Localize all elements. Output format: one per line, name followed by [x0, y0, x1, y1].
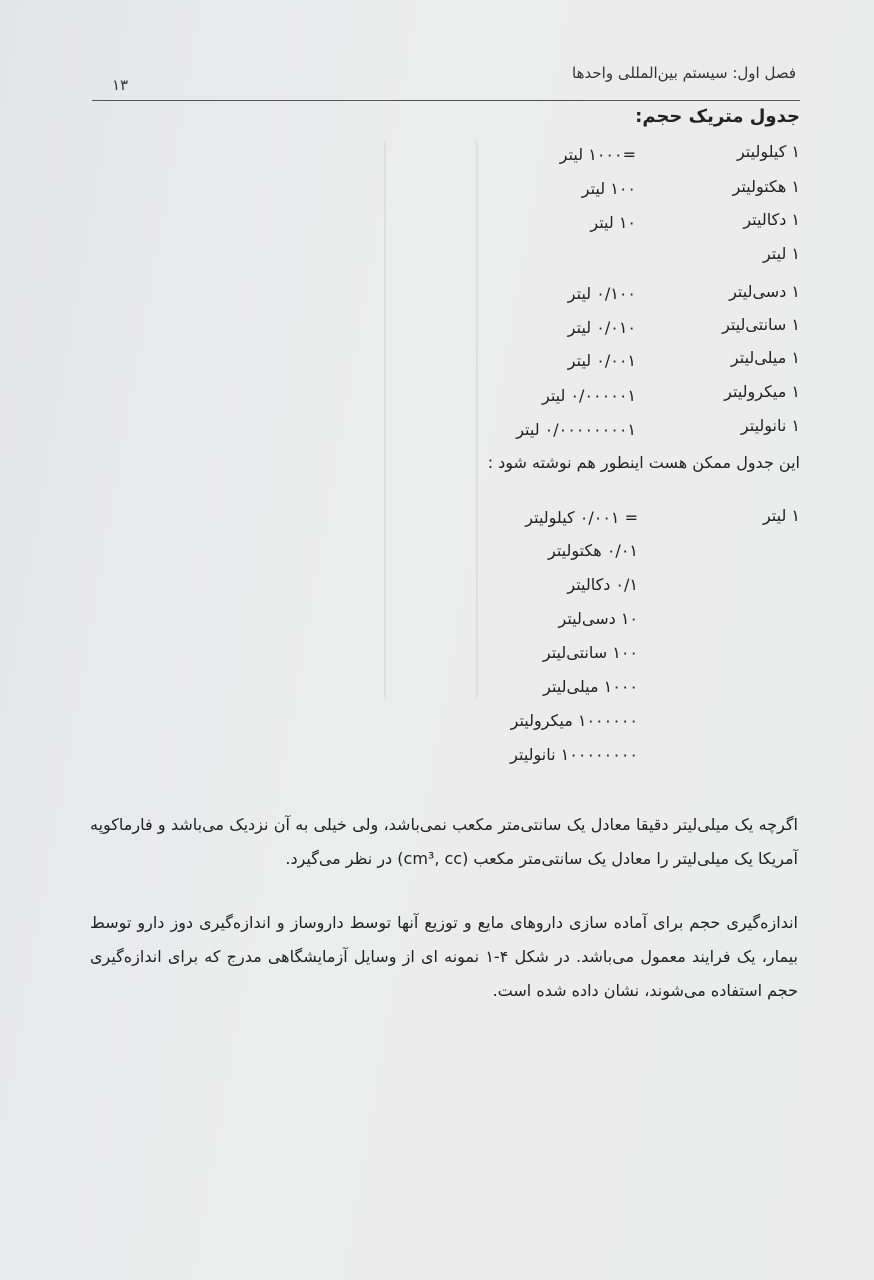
header-divider — [92, 100, 800, 101]
table-unit: ۱ نانولیتر — [740, 416, 800, 435]
conversion-row: ۱۰۰۰۰۰۰ میکرولیتر — [510, 711, 638, 730]
conversion-row: = ۰/۰۰۱ کیلولیتر — [525, 508, 638, 527]
paragraph-volume-measurement: اندازه‌گیری حجم برای آماده سازی داروهای مایع و توزیع آنها توسط داروساز و اندازه‌گیری دوز دارو توسط بیمار، یک فرایند معمول می‌باشد. در شکل ۴-۱ نمونه ای از وسایل آزمایشگاهی مدرج که برای اندازه‌گیری حجم استفاده می‌شوند، نشان داده شده است. — [90, 913, 798, 1000]
table-value: ۱۰ لیتر — [590, 213, 636, 232]
table-value: =۱۰۰۰ لیتر — [559, 145, 636, 164]
table-value: ۰/۰۱۰ لیتر — [567, 318, 636, 337]
table-unit: ۱ سانتی‌لیتر — [722, 315, 800, 334]
table-value: ۰/۰۰۱ لیتر — [567, 351, 636, 370]
page-number: ۱۳ — [112, 76, 129, 94]
table-unit: ۱ هکتولیتر — [732, 177, 800, 196]
section-title: جدول متریک حجم: — [635, 106, 800, 127]
conversion-row: ۱۰۰ سانتی‌لیتر — [542, 643, 638, 662]
table-unit: ۱ میکرولیتر — [724, 382, 800, 401]
conversion-row: ۱۰ دسی‌لیتر — [558, 609, 638, 628]
conversion-row: ۰/۰۱ هکتولیتر — [548, 541, 638, 560]
conversion-row: ۰/۱ دکالیتر — [567, 575, 638, 594]
paragraph-ml-cc: اگرچه یک میلی‌لیتر دقیقا معادل یک سانتی‌متر مکعب نمی‌باشد، ولی خیلی به آن نزدیک می‌باشد و فارماکوپه آمریکا یک میلی‌لیتر را معادل یک سانتی‌متر مکعب (cm³, cc) در نظر می‌گیرد. — [90, 815, 798, 868]
table-value: ۰/۰۰۰۰۰۱ لیتر — [542, 386, 636, 405]
chapter-header: فصل اول: سیستم بین‌المللی واحدها — [572, 64, 796, 82]
liter-label: ۱ لیتر — [762, 506, 800, 525]
table-unit: ۱ لیتر — [762, 244, 800, 263]
table-unit: ۱ کیلولیتر — [736, 142, 800, 161]
table-value: ۱۰۰ لیتر — [581, 179, 636, 198]
table-value: ۰/۱۰۰ لیتر — [567, 284, 636, 303]
table-unit: ۱ دسی‌لیتر — [729, 282, 800, 301]
table-note: این جدول ممکن هست اینطور هم نوشته شود : — [487, 453, 800, 472]
table-value: ۰/۰۰۰۰۰۰۰۰۱ لیتر — [516, 420, 636, 439]
show-through-graduated-cylinder — [384, 140, 478, 700]
table-unit: ۱ میلی‌لیتر — [730, 348, 800, 367]
table-unit: ۱ دکالیتر — [743, 210, 800, 229]
conversion-row: ۱۰۰۰۰۰۰۰۰ نانولیتر — [510, 745, 638, 764]
conversion-row: ۱۰۰۰ میلی‌لیتر — [543, 677, 638, 696]
